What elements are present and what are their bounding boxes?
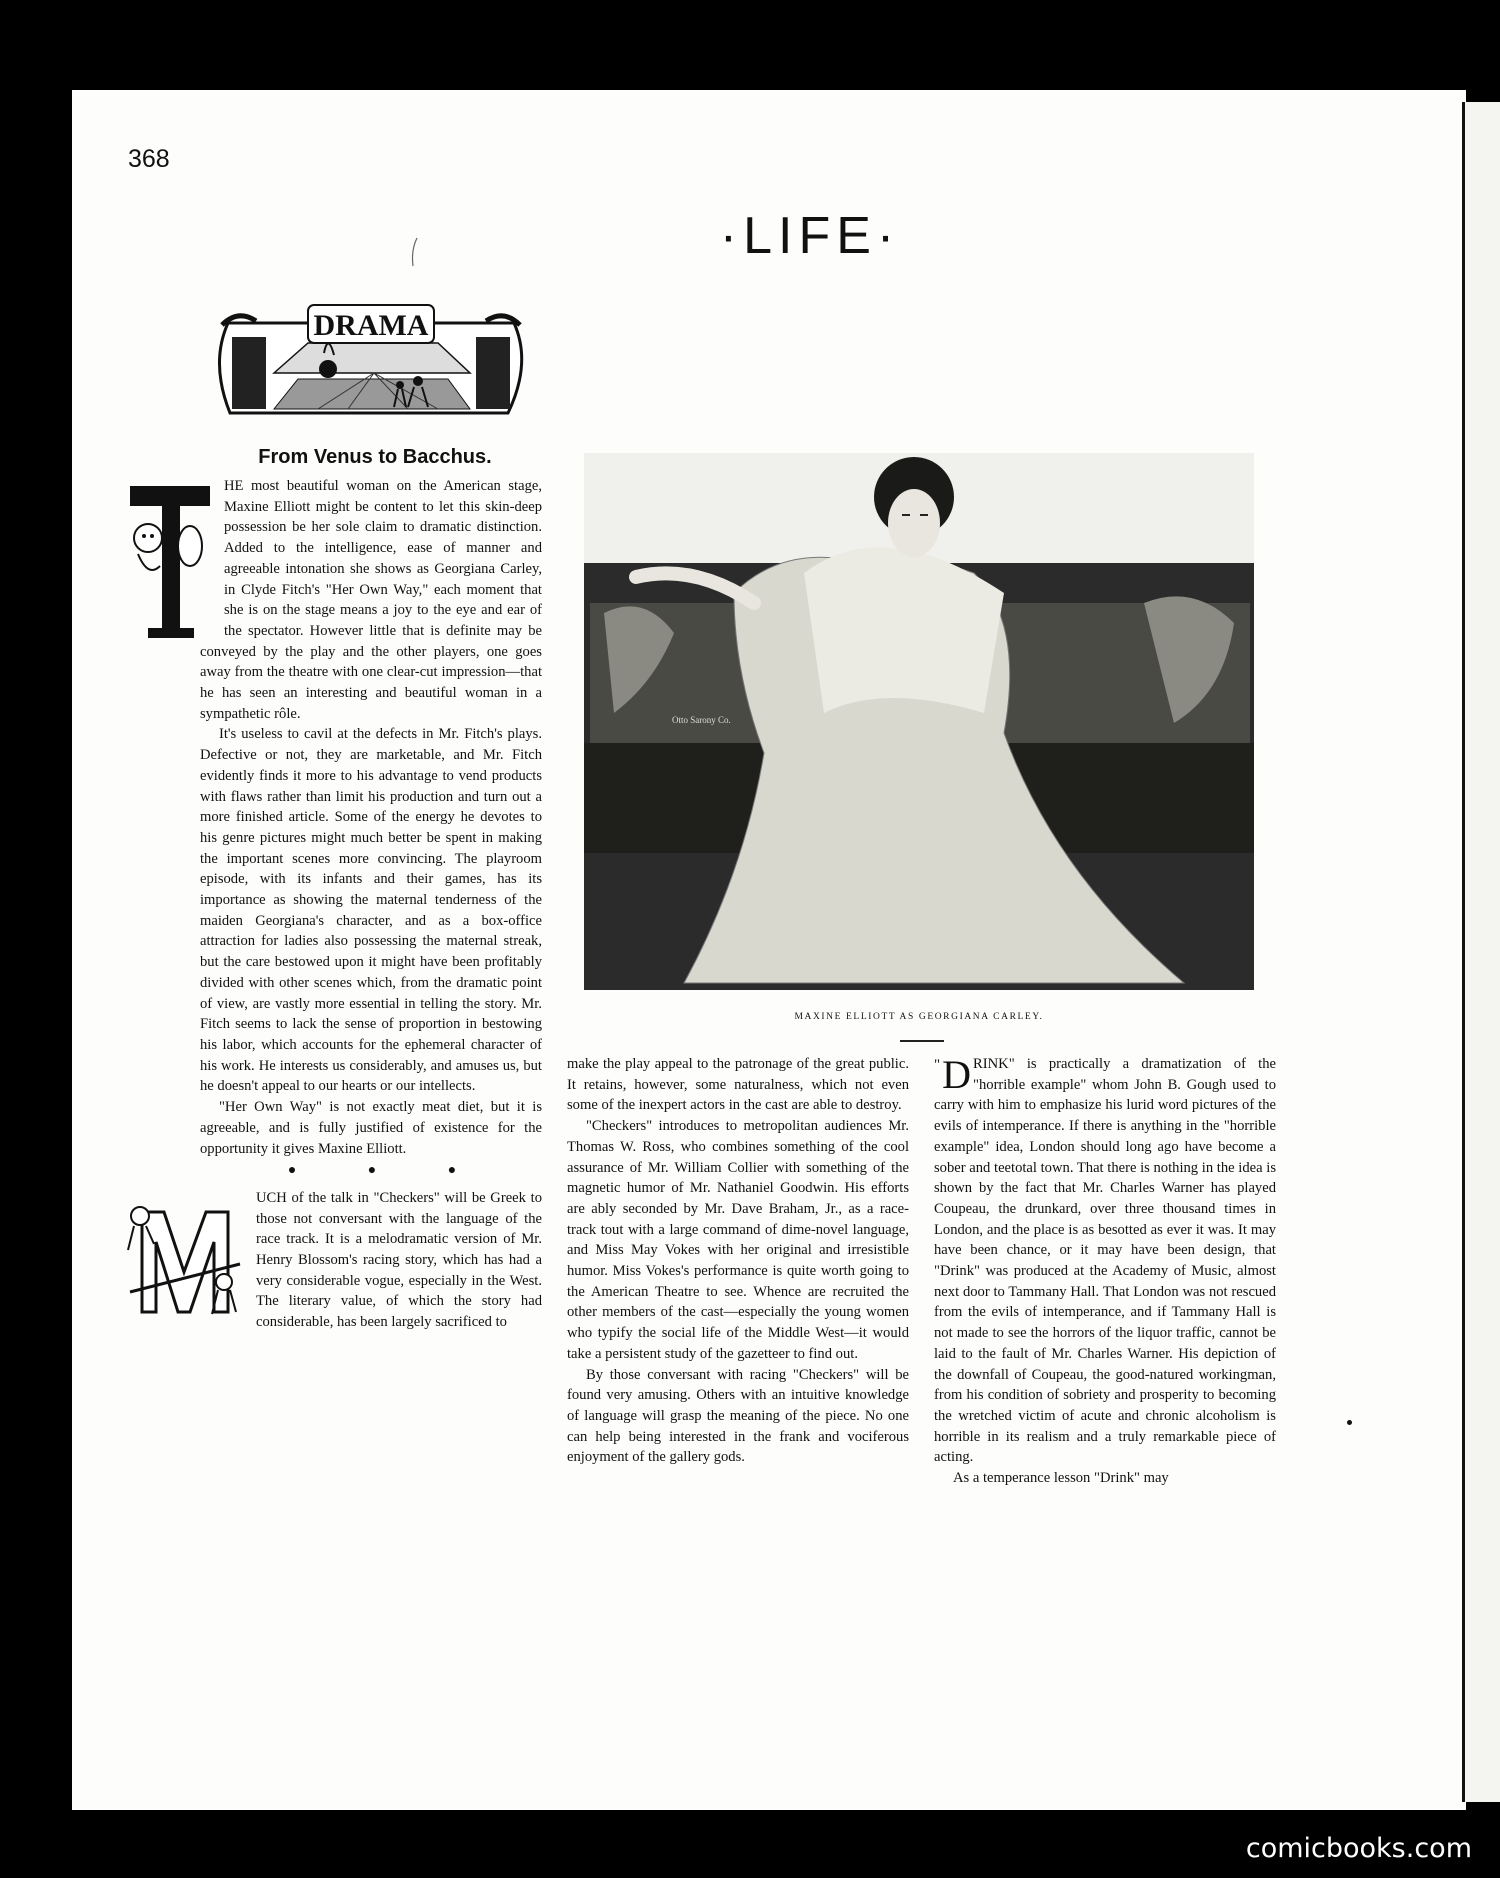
opening-quote-mark: " [934,1057,941,1073]
site-watermark: comicbooks.com [1245,1833,1472,1864]
t-dropcap-illustration [126,482,214,640]
drama-header-illustration [208,303,534,429]
column-3-paragraph-2: As a temperance lesson "Drink" may [952,1470,1169,1487]
page-number: 368 [128,145,170,173]
magazine-masthead: ·LIFE· [719,207,901,265]
article-column-3 [934,1054,1276,1489]
photo-caption: MAXINE ELLIOTT AS GEORGIANA CARLEY. [794,1012,1044,1022]
d-dropcap: D [942,1052,972,1097]
m-dropcap-illustration [120,1192,246,1320]
drama-banner-label: DRAMA [313,309,429,342]
article-headline: From Venus to Bacchus. [258,446,492,468]
column-1-paragraph-2: It's useless to cavil at the defects in Mr. Fitch's plays. Defective or not, they are marketable, and Mr. Fitch evidently finds it more to his advantage to vend products with flaws rather than limit his production and turn out a more finished article. Some of the energy he devotes to his genre pictures might much better be spent in making the important scenes more convincing. The playroom episode, with its infants and their games, has its importance as showing the maternal tenderness of the maiden Georgiana's character, and as a box-office attraction for ladies also possessing the maternal streak, but the care bestowed upon it might have been profitably divided with other scenes which, from the dramatic point of view, are vastly more essential in telling the story. Mr. Fitch seems to lack the sense of proportion in bestowing his labor, which accounts for the ephemeral character of his work. He interests us considerably, and amuses us, but he doesn't appeal to our hearts or our intellects. [200,726,542,1095]
section-separator: ● ● ● [287,1163,491,1179]
column-2-paragraph-2: "Checkers" introduces to metropolitan audiences Mr. Thomas W. Ross, who combines something of the cool assurance of Mr. William Collier with something of the magnetic humor of Mr. Nathaniel Goodwin. His efforts are ably seconded by Mr. Dave Braham, Jr., as a race-track tout with a large command of dime-novel language, and Miss May Vokes with her original and irresistible humor. Miss Vokes's performance is quite worth going to the American Theatre to see. Whence are recruited the other members of the cast—especially the young women who typify the social life of the Middle West—it would take a persistent study of the gazetteer to find out. [567,1118,909,1362]
article-column-2 [567,1054,909,1468]
pencil-mark [407,236,421,270]
ink-speck [1347,1420,1352,1425]
maxine-elliott-photograph [584,453,1254,990]
column-2-paragraph-3: By those conversant with racing "Checkers" will be found very amusing. Others with an intuitive knowledge of language will grasp the meaning of the piece. No one can help being interested in the frank and vociferous enjoyment of the gallery gods. [567,1366,909,1466]
column-1-paragraph-4: UCH of the talk in "Checkers" will be Greek to those not conversant with the language of the race track. It is a melodramatic version of Mr. Henry Blossom's racing story, which has had a very considerable vogue, especially in the West. The literary value, of which the story had considerable, has been largely sacrificed to [256,1189,542,1331]
caption-rule [900,1040,944,1042]
adjacent-page-edge [1462,102,1500,1802]
column-2-paragraph-1: make the play appeal to the patronage of the great public. It retains, however, some naturalness, which not even some of the inexpert actors in the cast are able to destroy. [567,1056,909,1114]
column-1-paragraph-1: HE most beautiful woman on the American stage, Maxine Elliott might be content to let this skin-deep possession be her sole claim to dramatic distinction. Added to the intelligence, ease of manner and agreeable intonation she shows as Georgiana Carley, in Clyde Fitch's "Her Own Way," each moment that she is on the stage means a joy to the eye and ear of the spectator. However little that is definite may be conveyed by the play and the other players, one goes away from the theatre with one clear-cut impression—that he has seen an interesting and beautiful woman in a sympathetic rôle. [200,478,542,722]
article-column-1 [200,476,542,1333]
column-3-paragraph-1: RINK" is practically a dramatization of the "horrible example" whom John B. Gough used to carry with him to emphasize his lurid word pictures of the evils of intemperance. If there is anything in the "horrible example" idea, London should long ago have become a sober and teetotal town. That there is nothing in the idea is shown by the fact that Mr. Charles Warner has played Coupeau, the drunkard, over three thousand times in London, and the place is as besotted as ever it was. It may have been chance, or it may have been design, that "Drink" was produced at the Academy of Music, almost next door to Tammany Hall. That London was not rescued from the evils of intemperance, and if Tammany Hall is not made to see the horrors of the liquor traffic, cannot be laid to the fault of Mr. Charles Warner. His depiction of the downfall of Coupeau, the good-natured workingman, from his condition of sobriety and prosperity to becoming the wretched victim of acute and chronic alcoholism is horrible in its realism and a truly remarkable piece of acting. [934,1056,1276,1466]
column-1-paragraph-3: "Her Own Way" is not exactly meat diet, but it is agreeable, and is fully justified of existence for the opportunity it gives Maxine Elliott. [200,1099,542,1157]
photo-credit: Otto Sarony Co. [672,715,731,725]
